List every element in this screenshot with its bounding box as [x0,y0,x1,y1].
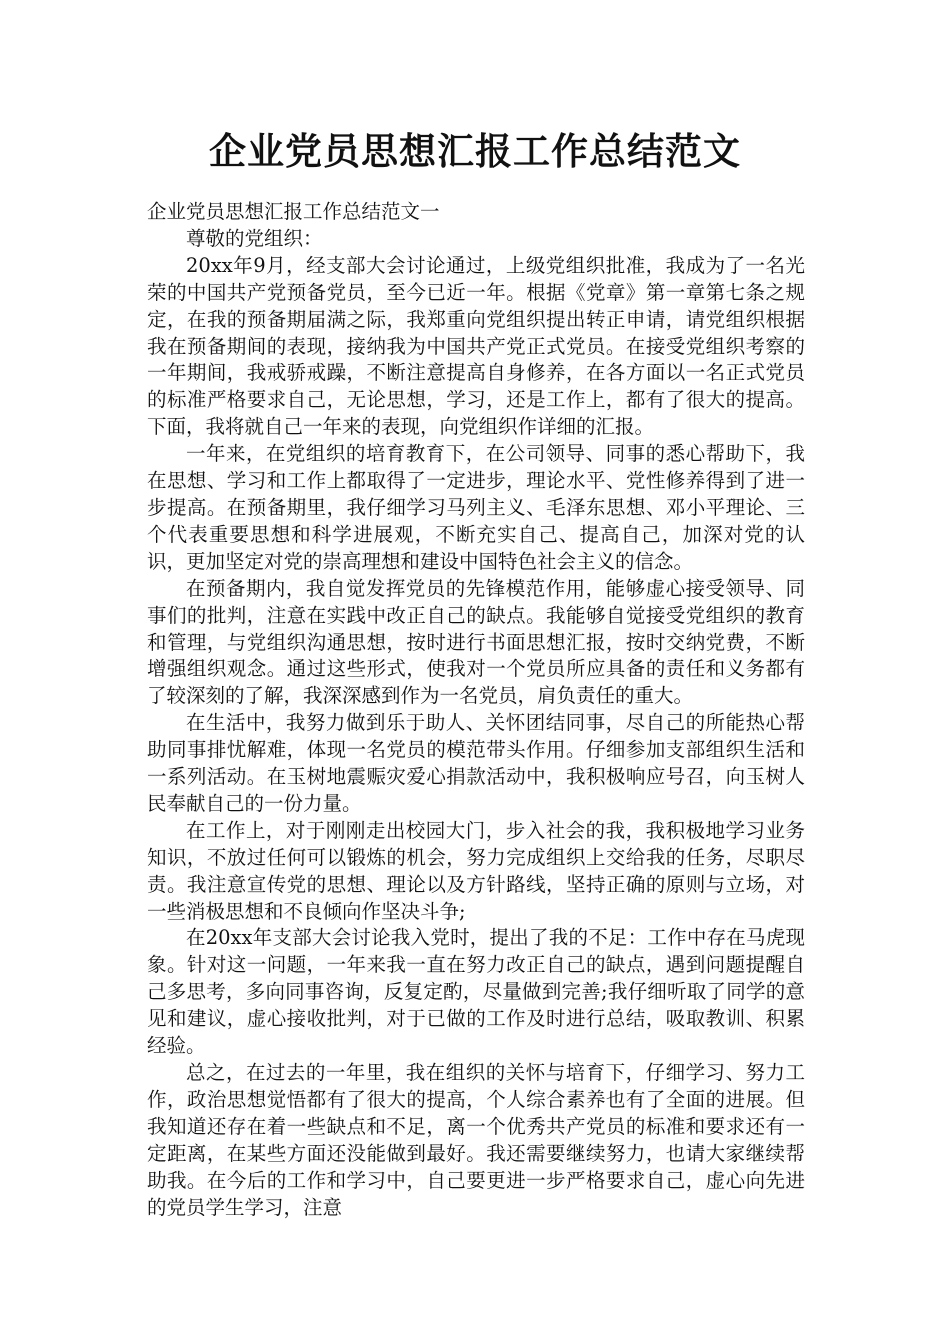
salutation: 尊敬的党组织： [186,226,323,250]
document-title: 企业党员思想汇报工作总结范文 [209,130,741,173]
paragraph-2: 一年来，在党组织的培育教育下，在公司领导、同事的悉心帮助下，我在思想、学习和工作上都取得了一定进步，理论水平、党性修养得到了进一步提高。在预备期里，我仔细学习马列主义、毛泽东思想、邓小平理论、三个代表重要思想和科学进展观，不断充实自己、提高自己，加深对党的认识，更加坚定对党的崇高理想和建设中国特色社会主义的信念。 [147,442,805,573]
document-body [147,199,805,1221]
paragraph-1: 20xx年9月，经支部大会讨论通过，上级党组织批准，我成为了一名光荣的中国共产党预备党员，至今已近一年。根据《党章》第一章第七条之规定，在我的预备期届满之际，我郑重向党组织提出转正申请，请党组织根据我在预备期间的表现，接纳我为中国共产党正式党员。在接受党组织考察的一年期间，我戒骄戒躁，不断注意提高自身修养，在各方面以一名正式党员的标准严格要求自己，无论思想，学习，还是工作上，都有了很大的提高。下面，我将就自己一年来的表现，向党组织作详细的汇报。 [147,253,805,439]
paragraph-4: 在生活中，我努力做到乐于助人、关怀团结同事，尽自己的所能热心帮助同事排忧解难，体现一名党员的模范带头作用。仔细参加支部组织生活和一系列活动。在玉树地震赈灾爱心捐款活动中，我积极响应号召，向玉树人民奉献自己的一份力量。 [147,711,805,815]
paragraph-3: 在预备期内，我自觉发挥党员的先锋模范作用，能够虚心接受领导、同事们的批判，注意在实践中改正自己的缺点。我能够自觉接受党组织的教育和管理，与党组织沟通思想，按时进行书面思想汇报，按时交纳党费，不断增强组织观念。通过这些形式，使我对一个党员所应具备的责任和义务都有了较深刻的了解，我深深感到作为一名党员，肩负责任的重大。 [147,576,805,708]
paragraph-7: 总之，在过去的一年里，我在组织的关怀与培育下，仔细学习、努力工作，政治思想觉悟都有了很大的提高，个人综合素养也有了全面的进展。但我知道还存在着一些缺点和不足，离一个优秀共产党员的标准和要求还有一定距离，在某些方面还没能做到最好。我还需要继续努力，也请大家继续帮助我。在今后的工作和学习中，自己要更进一步严格要求自己，虚心向先进的党员学生学习，注意 [147,1061,805,1219]
paragraph-5: 在工作上，对于刚刚走出校园大门，步入社会的我，我积极地学习业务知识，不放过任何可以锻炼的机会，努力完成组织上交给我的任务，尽职尽责。我注意宣传党的思想、理论以及方针路线，坚持正确的原则与立场，对一些消极思想和不良倾向作坚决斗争; [147,818,805,923]
document-subtitle: 企业党员思想汇报工作总结范文一 [147,200,440,223]
paragraph-6: 在20xx年支部大会讨论我入党时，提出了我的不足：工作中存在马虎现象。针对这一问题，一年来我一直在努力改正自己的缺点，遇到问题提醒自己多思考，多向同事咨询，反复定酌，尽量做到完善;我仔细听取了同学的意见和建议，虚心接收批判，对于已做的工作及时进行总结，吸取教训、积累经验。 [147,926,805,1058]
